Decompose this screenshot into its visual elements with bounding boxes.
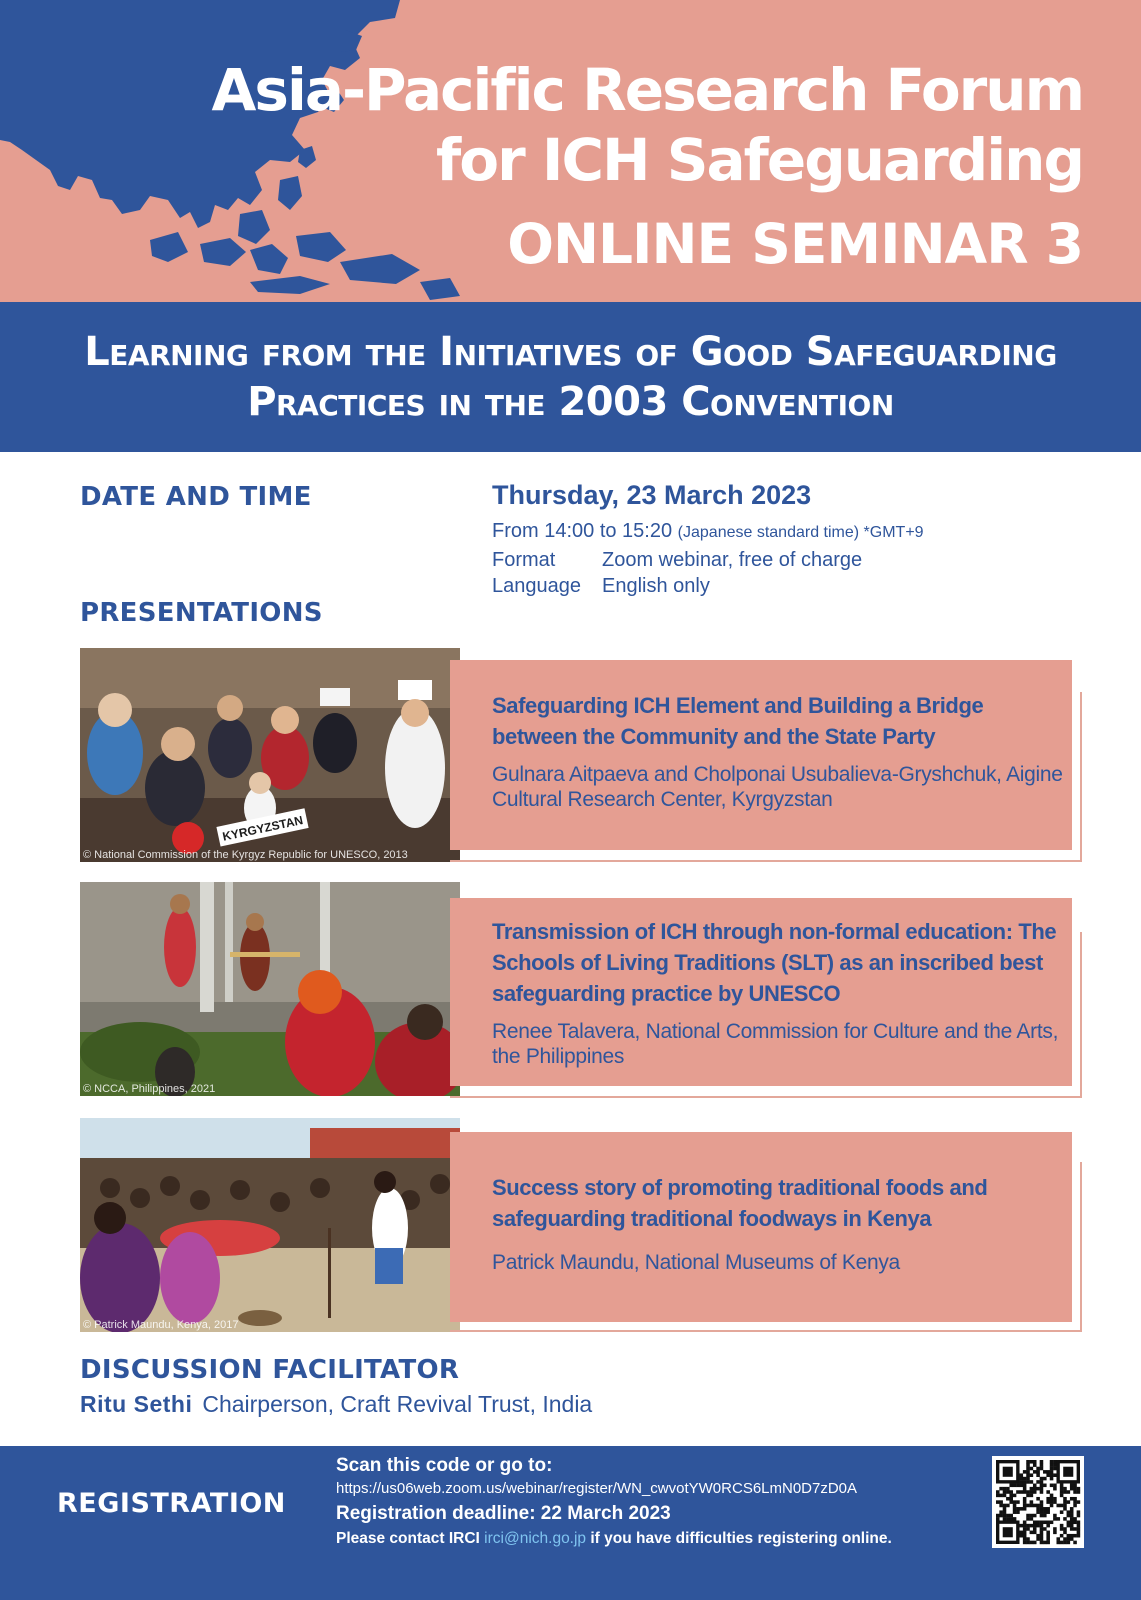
language-label: Language <box>492 575 581 597</box>
philippines-performers-photo <box>80 882 460 1096</box>
facilitator-name: Ritu Sethi <box>80 1391 193 1417</box>
event-time <box>492 520 924 543</box>
theme-line1: Learning from the Initiatives of Good Safeguarding <box>84 329 1057 375</box>
contact-line <box>336 1530 892 1548</box>
forum-title-line2: for ICH Safeguarding <box>436 126 1083 194</box>
presentation-1-title: Safeguarding ICH Element and Building a Bridge between the Community and the State Party <box>492 693 984 749</box>
format-label: Format <box>492 549 556 571</box>
presentations-heading: PRESENTATIONS <box>80 598 323 628</box>
format-value: Zoom webinar, free of charge <box>602 549 863 571</box>
kenya-community-photo <box>80 1118 460 1332</box>
registration-label: REGISTRATION <box>57 1488 286 1519</box>
presentation-3-authors: Patrick Maundu, National Museums of Kenya <box>492 1251 900 1274</box>
photo-credit-1: © National Commission of the Kyrgyz Republic for UNESCO, 2013 <box>83 849 408 861</box>
registration-footer <box>0 1446 1141 1600</box>
presentation-3-photo <box>80 1118 460 1332</box>
facilitator-heading: DISCUSSION FACILITATOR <box>80 1355 460 1385</box>
date-and-time-heading: DATE AND TIME <box>80 482 312 512</box>
contact-email[interactable]: irci@nich.go.jp <box>484 1530 587 1547</box>
photo-credit-3: © Patrick Maundu, Kenya, 2017 <box>83 1319 239 1331</box>
event-time-value: From 14:00 to 15:20 <box>492 520 673 542</box>
photo-credit-2: © NCCA, Philippines, 2021 <box>83 1083 216 1095</box>
registration-deadline: Registration deadline: 22 March 2023 <box>336 1503 671 1524</box>
qr-code-pattern <box>992 1456 1084 1548</box>
facilitator-line <box>80 1391 592 1418</box>
forum-title-line1: Asia-Pacific Research Forum <box>211 56 1083 124</box>
registration-url[interactable]: https://us06web.zoom.us/webinar/register/WN_cwvotYW0RCS6LmN0D7zD0A <box>336 1480 858 1497</box>
facilitator-role: Chairperson, Craft Revival Trust, India <box>202 1391 593 1417</box>
language-value: English only <box>602 575 710 597</box>
event-time-note: (Japanese standard time) *GMT+9 <box>677 524 924 541</box>
theme-line2: Practices in the 2003 Convention <box>247 379 894 425</box>
contact-prefix: Please contact IRCI <box>336 1530 480 1547</box>
presentation-3-title: Success story of promoting traditional foods and safeguarding traditional foodways in Kenya <box>492 1175 988 1231</box>
header-hero <box>0 0 1141 302</box>
event-date: Thursday, 23 March 2023 <box>492 480 812 510</box>
presentation-2-card <box>450 898 1072 1086</box>
contact-suffix: if you have difficulties registering online. <box>590 1530 892 1547</box>
kyrgyzstan-delegation-photo <box>80 648 460 862</box>
presentation-2-title: Transmission of ICH through non-formal education: The Schools of Living Traditions (SLT) as an inscribed best safeguarding practice by UNESCO <box>492 919 1057 1006</box>
asia-pacific-map-icon <box>0 0 470 302</box>
seminar-number-title: ONLINE SEMINAR 3 <box>507 212 1083 276</box>
presentation-1-photo <box>80 648 460 862</box>
qr-code-icon[interactable] <box>992 1456 1084 1548</box>
scan-instruction: Scan this code or go to: <box>336 1455 553 1476</box>
presentation-1-card <box>450 660 1072 850</box>
presentation-1-authors: Gulnara Aitpaeva and Cholponai Usubalieva-Gryshchuk, Aigine Cultural Research Center, Kyrgyzstan <box>492 763 1063 811</box>
presentation-3-card <box>450 1132 1072 1322</box>
theme-banner <box>0 302 1141 452</box>
presentation-2-photo <box>80 882 460 1096</box>
kyrgyzstan-sign: KYRGYZSTAN <box>221 813 305 844</box>
language-row <box>492 575 710 598</box>
presentation-2-authors: Renee Talavera, National Commission for Culture and the Arts, the Philippines <box>492 1020 1059 1068</box>
format-row <box>492 549 862 572</box>
